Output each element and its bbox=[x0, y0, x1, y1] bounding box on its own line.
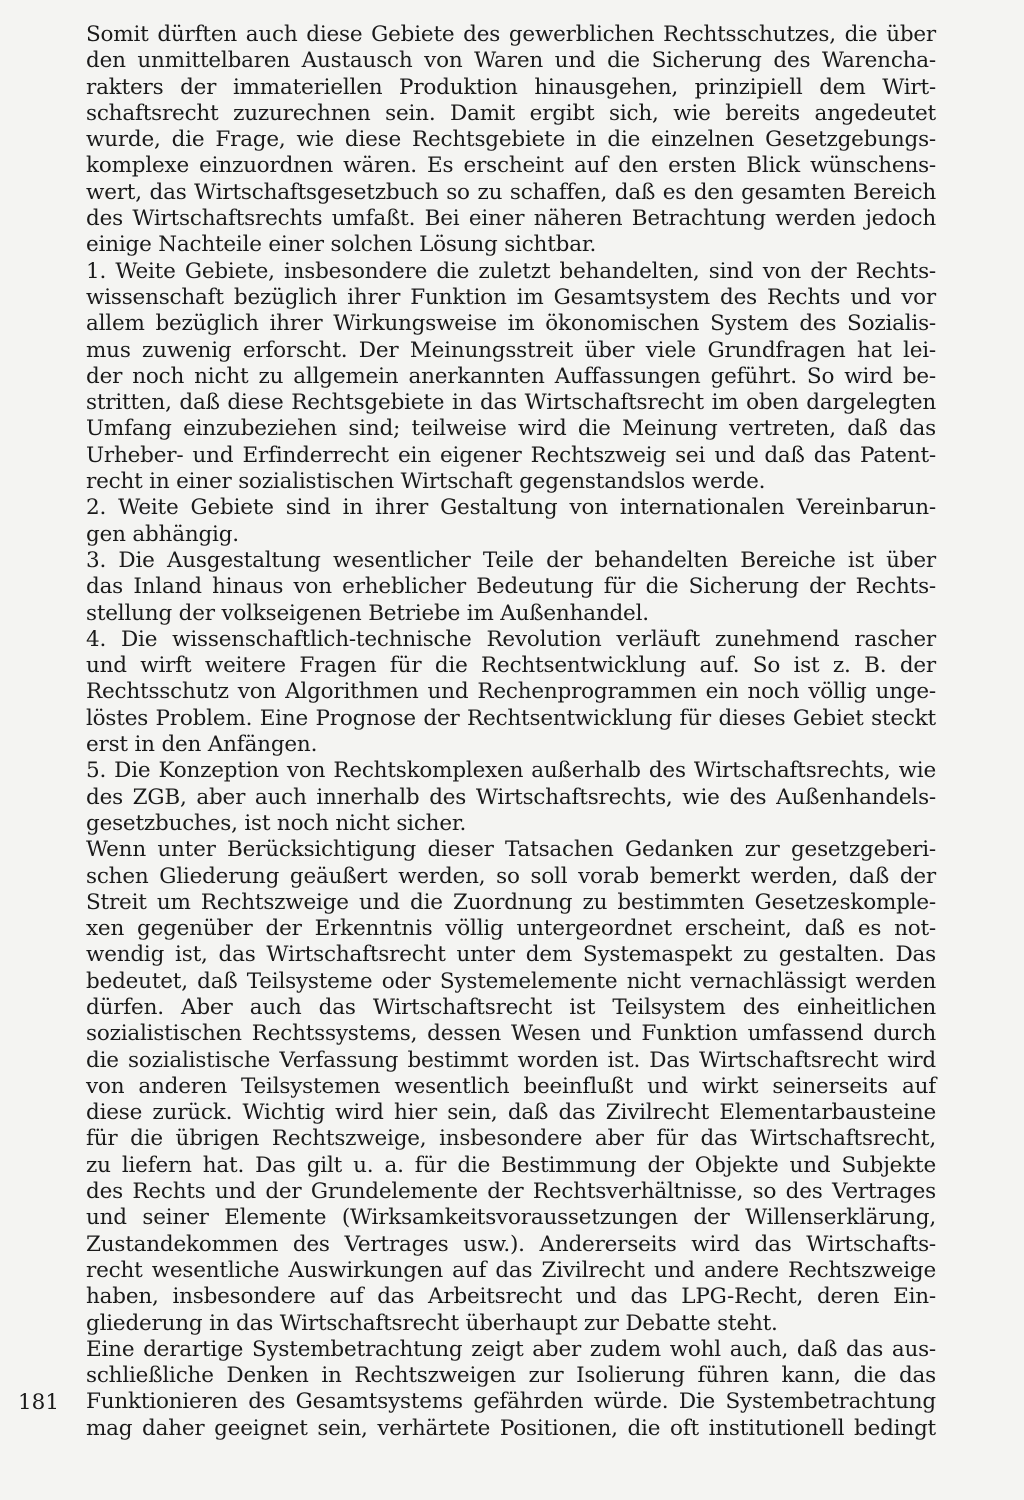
text-line: Funktionieren des Gesamtsystems gefährden würde. Die Systembetrachtung bbox=[86, 1389, 936, 1415]
text-line: gliederung in das Wirtschaftsrecht überhaupt zur Debatte steht. bbox=[86, 1310, 778, 1336]
text-line: allem bezüglich ihrer Wirkungsweise im ökonomischen System des Sozialis- bbox=[86, 311, 936, 337]
text-line: rakters der immateriellen Produktion hinausgehen, prinzipiell dem Wirt- bbox=[86, 74, 936, 100]
text-line: 5. Die Konzeption von Rechtskomplexen außerhalb des Wirtschaftsrechts, wie bbox=[86, 758, 936, 784]
text-line: 4. Die wissenschaftlich-technische Revolution verläuft zunehmend rascher bbox=[86, 626, 936, 652]
text-line: Wenn unter Berücksichtigung dieser Tatsachen Gedanken zur gesetzgeberi- bbox=[86, 837, 936, 863]
text-line: die sozialistische Verfassung bestimmt worden ist. Das Wirtschaftsrecht wird bbox=[86, 1047, 936, 1073]
text-line: mus zuwenig erforscht. Der Meinungsstreit über viele Grundfragen hat lei- bbox=[86, 337, 936, 363]
text-line: bedeutet, daß Teilsysteme oder Systemelemente nicht vernachlässigt werden bbox=[86, 968, 936, 994]
text-line: sozialistischen Rechtssystems, dessen Wesen und Funktion umfassend durch bbox=[86, 1021, 936, 1047]
text-line: einige Nachteile einer solchen Lösung sichtbar. bbox=[86, 232, 597, 258]
text-line: recht wesentliche Auswirkungen auf das Zivilrecht und andere Rechtszweige bbox=[86, 1257, 936, 1283]
text-line: schen Gliederung geäußert werden, so soll vorab bemerkt werden, daß der bbox=[86, 863, 936, 889]
text-line: und wirft weitere Fragen für die Rechtsentwicklung auf. So ist z. B. der bbox=[86, 653, 936, 679]
text-line: des Wirtschaftsrechts umfaßt. Bei einer näheren Betrachtung werden jedoch bbox=[86, 206, 936, 232]
text-line: der noch nicht zu allgemein anerkannten Auffassungen geführt. So wird be- bbox=[86, 363, 936, 389]
page-number: 181 bbox=[18, 1390, 60, 1415]
text-line: Umfang einzubeziehen sind; teilweise wird die Meinung vertreten, daß das bbox=[86, 416, 936, 442]
text-line: haben, insbesondere auf das Arbeitsrecht und das LPG-Recht, deren Ein- bbox=[86, 1284, 936, 1310]
text-line: das Inland hinaus von erheblicher Bedeutung für die Sicherung der Rechts- bbox=[86, 574, 936, 600]
text-line: Eine derartige Systembetrachtung zeigt aber zudem wohl auch, daß das aus- bbox=[86, 1336, 936, 1362]
text-line: xen gegenüber der Erkenntnis völlig untergeordnet erscheint, daß es not- bbox=[86, 916, 936, 942]
text-line: schaftsrecht zuzurechnen sein. Damit ergibt sich, wie bereits angedeutet bbox=[86, 100, 936, 126]
text-line: den unmittelbaren Austausch von Waren und die Sicherung des Warencha- bbox=[86, 48, 936, 74]
text-line: wissenschaft bezüglich ihrer Funktion im Gesamtsystem des Rechts und vor bbox=[86, 284, 936, 310]
page-body bbox=[86, 22, 936, 1442]
text-line: Zustandekommen des Vertrages usw.). Andererseits wird das Wirtschafts- bbox=[86, 1231, 936, 1257]
text-line: dürfen. Aber auch das Wirtschaftsrecht ist Teilsystem des einheitlichen bbox=[86, 994, 936, 1020]
text-line: 2. Weite Gebiete sind in ihrer Gestaltung von internationalen Vereinbarun- bbox=[86, 495, 936, 521]
text-line: des ZGB, aber auch innerhalb des Wirtschaftsrechts, wie des Außenhandels- bbox=[86, 784, 936, 810]
text-line: wert, das Wirtschaftsgesetzbuch so zu schaffen, daß es den gesamten Bereich bbox=[86, 179, 936, 205]
text-line: gesetzbuches, ist noch nicht sicher. bbox=[86, 810, 467, 836]
text-line: Somit dürften auch diese Gebiete des gewerblichen Rechtsschutzes, die über bbox=[86, 22, 936, 47]
text-line: stellung der volkseigenen Betriebe im Außenhandel. bbox=[86, 600, 649, 626]
text-line: 1. Weite Gebiete, insbesondere die zuletzt behandelten, sind von der Rechts- bbox=[86, 258, 936, 284]
text-line: recht in einer sozialistischen Wirtschaft gegenstandslos werde. bbox=[86, 469, 766, 495]
text-line: erst in den Anfängen. bbox=[86, 732, 318, 758]
text-line: zu liefern hat. Das gilt u. a. für die Bestimmung der Objekte und Subjekte bbox=[86, 1152, 936, 1178]
text-line: wurde, die Frage, wie diese Rechtsgebiete in die einzelnen Gesetzgebungs- bbox=[86, 127, 936, 153]
text-line: 3. Die Ausgestaltung wesentlicher Teile der behandelten Bereiche ist über bbox=[86, 547, 936, 573]
text-line: wendig ist, das Wirtschaftsrecht unter dem Systemaspekt zu gestalten. Das bbox=[86, 942, 936, 968]
text-line: stritten, daß diese Rechtsgebiete in das Wirtschaftsrecht im oben dargelegten bbox=[86, 390, 936, 416]
text-line: des Rechts und der Grundelemente der Rechtsverhältnisse, so des Vertrages bbox=[86, 1179, 936, 1205]
text-line: diese zurück. Wichtig wird hier sein, daß das Zivilrecht Elementarbausteine bbox=[86, 1100, 936, 1126]
text-line: und seiner Elemente (Wirksamkeitsvoraussetzungen der Willenserklärung, bbox=[86, 1205, 936, 1231]
text-line: von anderen Teilsystemen wesentlich beeinflußt und wirkt seinerseits auf bbox=[86, 1073, 936, 1099]
text-line: Urheber- und Erfinderrecht ein eigener Rechtszweig sei und daß das Patent- bbox=[86, 442, 936, 468]
text-line: mag daher geeignet sein, verhärtete Positionen, die oft institutionell bedingt bbox=[86, 1415, 936, 1441]
text-line: löstes Problem. Eine Prognose der Rechtsentwicklung für dieses Gebiet steckt bbox=[86, 705, 936, 731]
text-line: Rechtsschutz von Algorithmen und Rechenprogrammen ein noch völlig unge- bbox=[86, 679, 936, 705]
text-line: gen abhängig. bbox=[86, 521, 239, 547]
text-line: komplexe einzuordnen wären. Es erscheint auf den ersten Blick wünschens- bbox=[86, 153, 936, 179]
text-line: Streit um Rechtszweige und die Zuordnung zu bestimmten Gesetzeskomple- bbox=[86, 889, 936, 915]
text-line: für die übrigen Rechtszweige, insbesondere aber für das Wirtschaftsrecht, bbox=[86, 1126, 936, 1152]
text-line: schließliche Denken in Rechtszweigen zur Isolierung führen kann, die das bbox=[86, 1363, 936, 1389]
